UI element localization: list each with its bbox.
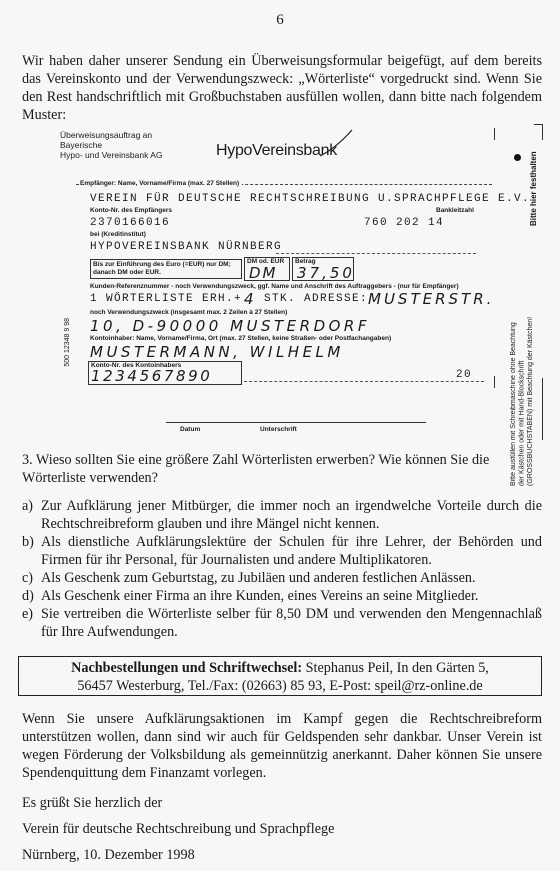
fill-instructions: Bitte ausfüllen mit Schreibmaschine ohne Beachtung der Kästchen oder mit Hand-Blockschrift (GROSSBUCHSTABEN) mit Beachtung der Kästchen! [510,316,534,486]
purpose-label: noch Verwendungszweck (insgesamt max. 2 Zeilen à 27 Stellen) [90,309,288,316]
blz-label: Bankleitzahl [436,207,474,214]
list-item [22,569,542,587]
page-number: 6 [276,12,284,28]
greeting: Es grüßt Sie herzlich der [22,795,163,811]
form-body [76,180,531,395]
question-3: 3. Wieso sollten Sie eine größere Zahl Wörterlisten erwerben? Wie können Sie die Wörterliste verwenden? [22,452,490,486]
amount-field [292,257,354,281]
reference-label: Kunden-Referenznummer - noch Verwendungszweck, ggf. Name und Anschrift des Auftraggebers - (nur für Empfänger) [90,283,459,290]
bullet-icon [514,154,521,161]
bank-line: Überweisungsauftrag an [60,130,153,140]
option-letter: d) [22,588,34,604]
logo-swoosh-icon [318,128,354,158]
association-name: Verein für deutsche Rechtschreibung und Sprachpflege [22,821,335,837]
account-label: Konto-Nr. des Empfängers [90,207,172,214]
option-text: Als Geschenk zum Geburtstag, zu Jubiläen und anderen festlichen Anlässen. [41,570,476,586]
date-label: Datum [180,426,201,433]
order-contact-line: 56457 Westerburg, Tel./Fax: (02663) 85 93, E-Post: speil@rz-online.de [77,678,483,694]
reference-street: MUSTERSTR. [368,290,495,308]
reference-print-2: STK. ADRESSE: [264,293,369,305]
amount-label: Betrag [295,258,316,265]
option-letter: c) [22,570,34,586]
list-item [22,605,542,641]
list-item [22,587,542,605]
hold-here-note: Bitte hier festhalten [529,151,538,226]
form-number: 500 12348 9 98 [64,318,71,367]
intro-paragraph: Wir haben daher unserer Sendung ein Überweisungsformular beigefügt, auf dem bereits das Vereinskonto und der Verwendungszweck: „Wörterliste“ vorgedruckt sind. Wenn Sie den Rest handschriftlich mit Großbuchstaben ausfüllen wollen, dann bitte nach folgendem Muster: [22,53,542,123]
recipient-label: Empfänger: Name, Vorname/Firma (max. 27 Stellen) [80,180,242,187]
holder-account-label: Konto-Nr. des Kontoinhabers [91,362,182,369]
institute-label: bei (Kreditinstitut) [90,231,146,238]
list-item [22,533,542,569]
holder-account-value: 1234567890 [91,367,213,385]
place-date: Nürnberg, 10. Dezember 1998 [22,847,195,863]
option-letter: b) [22,534,34,550]
reference-quantity: 4 [244,290,258,308]
bank-line: Bayerische [60,140,103,150]
holder-account-field [88,361,242,385]
currency-label: DM od. EUR [247,258,285,265]
order-heading: Nachbestellungen und Schriftwechsel: [71,660,303,676]
holder-label: Kontoinhaber: Name, Vorname/Firma, Ort (max. 27 Stellen, keine Straßen- oder Postfachangaben) [90,335,392,342]
amount-value: 37,50 [297,264,355,282]
euro-note-box [90,259,242,279]
institute-value: HYPOVEREINSBANK NÜRNBERG [90,241,283,253]
list-item [22,497,542,533]
signature-label: Unterschrift [260,426,297,433]
option-text: Als dienstliche Aufklärungslektüre der Schulen für ihre Lehrer, der Behörden und Firmen für ihr Personal, für Journalisten und andere Multiplikatoren. [41,534,542,568]
purpose-value: 10, D-90000 MUSTERDORF [90,317,370,335]
bank-line: Hypo- und Vereinsbank AG [60,150,163,160]
currency-field [244,257,290,281]
order-contact-box [18,656,542,696]
bank-address [60,130,163,160]
form-code: 20 [456,369,473,381]
option-letter: e) [22,606,34,622]
option-text: Als Geschenk einer Firma an ihre Kunden, eines Vereins an seine Mitglieder. [41,588,479,604]
bank-logo: HypoVereinsbank [216,142,337,159]
euro-note-label: Bis zur Einführung des Euro (=EUR) nur DM; danach DM oder EUR. [93,261,231,276]
account-value: 2370166016 [90,217,171,229]
donation-paragraph: Wenn Sie unsere Aufklärungsaktionen im Kampf gegen die Rechtschreibreform unterstützen wollen, dann sind wir auch für Geldspenden sehr dankbar. Unser Verein ist wegen Förderung der Volksbildung als gemeinnützig anerkannt. Daher können Sie unsere Spendenquittung dem Finanzamt vorlegen. [22,711,542,781]
order-address: Stephanus Peil, In den Gärten 5, [305,660,489,676]
holder-value: MUSTERMANN, WILHELM [90,343,344,361]
option-letter: a) [22,498,34,514]
option-text: Sie vertreiben die Wörterliste selber für 8,50 DM und verwenden den Mengennachlaß für Ihre Aufwendungen. [41,606,542,640]
reference-print: 1 WÖRTERLISTE ERH.+. [90,293,251,305]
currency-value: DM [249,264,278,282]
option-text: Zur Aufklärung jener Mitbürger, die immer noch an irgendwelche Vorteile durch die Rechtschreibreform glauben und ihre Mängel nicht kennen. [41,498,542,532]
recipient-value: VEREIN FÜR DEUTSCHE RECHTSCHREIBUNG U.SPRACHPFLEGE E.V. [90,193,531,205]
blz-value: 760 202 14 [364,217,445,229]
options-list [22,497,542,641]
